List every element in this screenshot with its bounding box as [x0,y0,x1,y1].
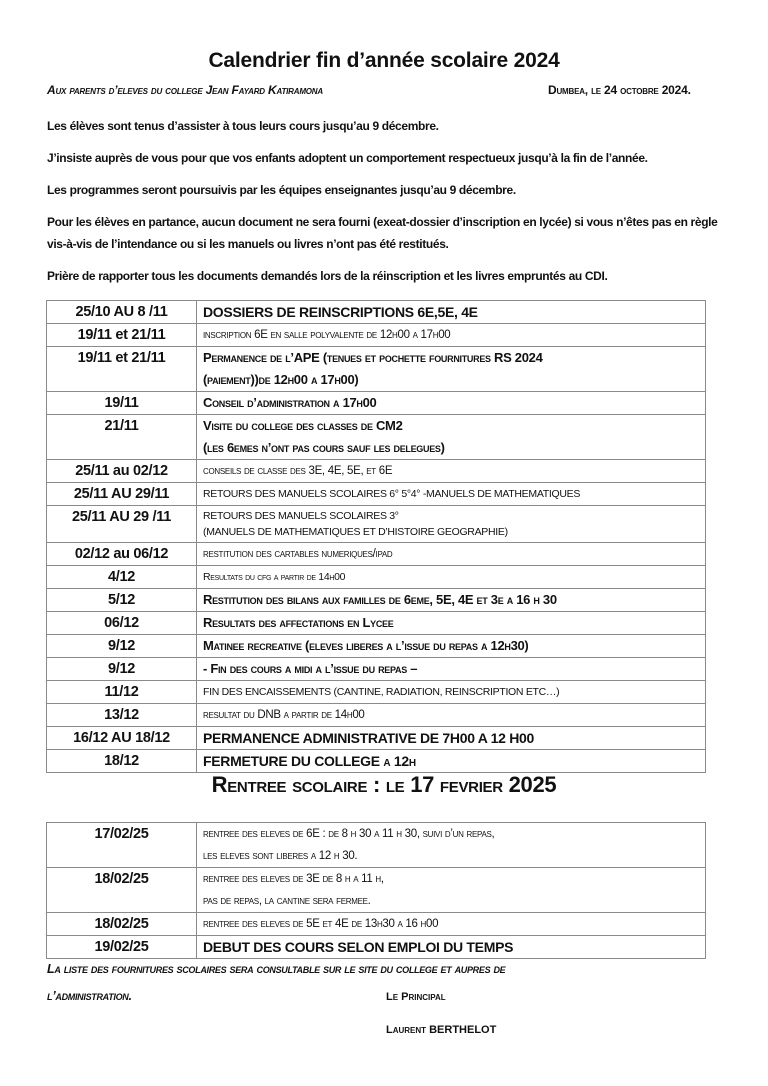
event-line: RETOURS DES MANUELS SCOLAIRES 3° [203,510,399,522]
event-line: rentree des eleves de 6E : de 8 h 30 a 11 h 30, suivi d’un repas, [203,828,495,840]
event-cell: Matinee recreative (eleves liberes a l’issue du repas a 12h30) [197,635,706,658]
event-cell: resultat du DNB a partir de 14h00 [197,704,706,727]
event-cell [197,415,706,460]
event-cell: DOSSIERS DE REINSCRIPTIONS 6E,5E, 4E [197,301,706,324]
event-line: Visite du college des classes de CM2 [203,418,403,433]
place-date: Dumbea, le 24 octobre 2024. [548,83,691,97]
table-row [47,727,706,750]
date-cell: 25/11 AU 29 /11 [47,506,197,543]
table-row [47,681,706,704]
table-row [47,324,706,347]
event-cell: Restitution des bilans aux familles de 6eme, 5E, 4E et 3e a 16 h 30 [197,589,706,612]
date-cell: 21/11 [47,415,197,460]
table-row [47,635,706,658]
table-row [47,589,706,612]
event-cell [197,868,706,913]
rentree-heading: Rentree scolaire : le 17 fevrier 2025 [211,772,557,797]
date-cell: 18/12 [47,750,197,773]
date-cell: 06/12 [47,612,197,635]
table-row [47,913,706,936]
event-line: (MANUELS DE MATHEMATIQUES ET D’HISTOIRE GEOGRAPHIE) [203,526,508,538]
paragraph: Prière de rapporter tous les documents demandés lors de la réinscription et les livres empruntés au CDI. [47,269,608,283]
date-cell: 25/11 AU 29/11 [47,483,197,506]
event-cell: inscription 6E en salle polyvalente de 12h00 a 17h00 [197,324,706,347]
event-line: rentree des eleves de 3E de 8 h a 11 h, [203,873,384,885]
date-cell: 18/02/25 [47,868,197,913]
table-row [47,543,706,566]
date-cell: 19/11 [47,392,197,415]
date-cell: 11/12 [47,681,197,704]
event-line: pas de repas, la cantine sera fermee. [203,895,371,907]
date-cell: 02/12 au 06/12 [47,543,197,566]
signer-role: Le Principal [386,991,446,1003]
date-cell: 25/10 AU 8 /11 [47,301,197,324]
date-cell: 9/12 [47,635,197,658]
paragraph: Pour les élèves en partance, aucun document ne sera fourni (exeat-dossier d’inscription en lycée) si vous n’êtes pas en règle vis-à-vis de l’intendance ou si les manuels ou livres n’ont pas été restitués. [47,215,718,251]
date-cell: 25/11 au 02/12 [47,460,197,483]
table-row [47,750,706,773]
paragraph: Les programmes seront poursuivis par les équipes enseignantes jusqu’au 9 décembre. [47,183,516,197]
date-cell: 17/02/25 [47,823,197,868]
signer-name: Laurent BERTHELOT [386,1024,497,1036]
event-line: Permanence de l’APE (tenues et pochette fournitures RS 2024 [203,350,543,365]
paragraph: Les élèves sont tenus d’assister à tous leurs cours jusqu’au 9 décembre. [47,119,439,133]
event-cell [197,823,706,868]
date-cell: 19/02/25 [47,936,197,959]
event-cell [197,347,706,392]
date-cell: 13/12 [47,704,197,727]
event-cell: restitution des cartables numeriques/ipad [197,543,706,566]
table-row [47,392,706,415]
table-row [47,483,706,506]
table-row [47,460,706,483]
date-cell: 4/12 [47,566,197,589]
event-cell: Resultats des affectations en Lycee [197,612,706,635]
table-row [47,612,706,635]
event-cell: rentree des eleves de 5E et 4E de 13h30 a 16 h00 [197,913,706,936]
paragraph: J’insiste auprès de vous pour que vos enfants adoptent un comportement respectueux jusqu’à la fin de l’année. [47,151,648,165]
event-cell: conseils de classe des 3E, 4E, 5E, et 6E [197,460,706,483]
table-row [47,301,706,324]
date-cell: 19/11 et 21/11 [47,324,197,347]
event-cell: - Fin des cours a midi a l’issue du repas – [197,658,706,681]
page-title: Calendrier fin d’année scolaire 2024 [208,49,560,72]
event-line: (les 6emes n’ont pas cours sauf les delegues) [203,440,445,455]
table-row [47,823,706,868]
addressee: Aux parents d’eleves du college Jean Fayard Katiramona [47,83,323,97]
table-row [47,506,706,543]
date-cell: 16/12 AU 18/12 [47,727,197,750]
event-cell [197,506,706,543]
event-line: (paiement))de 12h00 a 17h00) [203,372,359,387]
event-cell: PERMANENCE ADMINISTRATIVE DE 7H00 A 12 H00 [197,727,706,750]
event-cell: Resultats du cfg a partir de 14h00 [197,566,706,589]
date-cell: 9/12 [47,658,197,681]
table-row [47,936,706,959]
event-cell: DEBUT DES COURS SELON EMPLOI DU TEMPS [197,936,706,959]
date-cell: 5/12 [47,589,197,612]
event-cell: FERMETURE DU COLLEGE a 12h [197,750,706,773]
table-row [47,415,706,460]
date-cell: 18/02/25 [47,913,197,936]
event-line: les eleves sont liberes a 12 h 30. [203,850,358,862]
event-cell: RETOURS DES MANUELS SCOLAIRES 6° 5°4° -MANUELS DE MATHEMATIQUES [197,483,706,506]
table-row [47,658,706,681]
event-cell: FIN DES ENCAISSEMENTS (CANTINE, RADIATION, REINSCRIPTION ETC…) [197,681,706,704]
table-row [47,566,706,589]
table-row [47,704,706,727]
table-row [47,347,706,392]
calendar-table-2024 [46,300,706,773]
table-row [47,868,706,913]
supplies-note-end: l’administration. [47,989,132,1003]
calendar-table-2025 [46,822,706,959]
event-cell: Conseil d’administration a 17h00 [197,392,706,415]
supplies-note: La liste des fournitures scolaires sera consultable sur le site du college et aupres de [47,962,506,976]
date-cell: 19/11 et 21/11 [47,347,197,392]
